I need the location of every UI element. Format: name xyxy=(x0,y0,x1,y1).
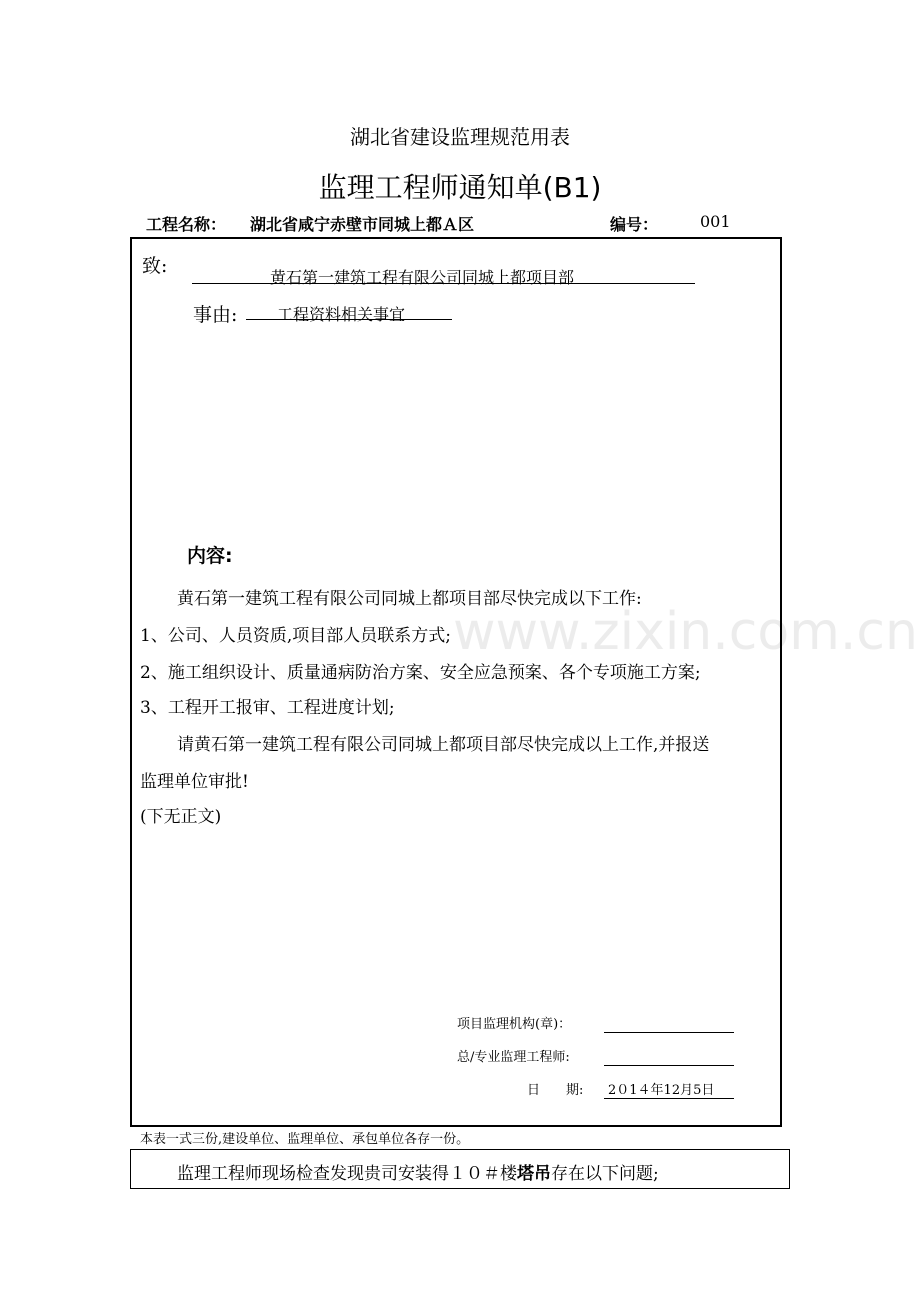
second-form-text-after: 存在以下问题; xyxy=(551,1164,659,1184)
date-value: 2０1４年12月5日 xyxy=(608,1083,715,1098)
second-form-text-bold: 塔吊 xyxy=(517,1164,551,1184)
content-line: 1、公司、人员资质,项目部人员联系方式; xyxy=(140,626,451,646)
recipient-name: 黄石第一建筑工程有限公司同城上都项目部 xyxy=(270,268,575,287)
content-line: 监理单位审批! xyxy=(140,772,249,792)
date-line xyxy=(604,1098,734,1099)
reason-label: 事由: xyxy=(193,304,238,326)
form-subtitle: 湖北省建设监理规范用表 xyxy=(350,125,570,149)
second-form-text xyxy=(177,1159,659,1184)
content-line: 2、施工组织设计、质量通病防治方案、安全应急预案、各个专项施工方案; xyxy=(140,663,701,683)
to-label: 致: xyxy=(142,255,168,277)
engineer-label: 总/专业监理工程师: xyxy=(457,1050,570,1065)
footnote: 本表一式三份,建设单位、监理单位、承包单位各存一份。 xyxy=(140,1132,470,1147)
second-form-text-before: 监理工程师现场检查发现贵司安装得１０＃楼 xyxy=(177,1164,517,1184)
content-line: (下无正文) xyxy=(140,807,222,827)
date-label: 日 期: xyxy=(527,1083,584,1098)
recipient-underline xyxy=(192,283,695,284)
number-value: 001 xyxy=(700,212,731,231)
engineer-line xyxy=(604,1065,734,1066)
content-heading: 内容: xyxy=(187,545,233,567)
project-name-label: 工程名称： xyxy=(146,215,227,234)
watermark: www.zixin.com.cn xyxy=(453,602,918,662)
content-line: 黄石第一建筑工程有限公司同城上都项目部尽快完成以下工作: xyxy=(177,589,642,609)
content-line: 请黄石第一建筑工程有限公司同城上都项目部尽快完成以上工作,并报送 xyxy=(177,735,710,755)
content-line: 3、工程开工报审、工程进度计划; xyxy=(140,698,395,718)
form-title: 监理工程师通知单(B1) xyxy=(318,171,602,204)
reason-value: 工程资料相关事宜 xyxy=(277,305,406,324)
number-label: 编号： xyxy=(610,215,659,234)
org-seal-line xyxy=(604,1032,734,1033)
project-name-value: 湖北省咸宁赤壁市同城上都Ａ区 xyxy=(250,215,475,234)
reason-underline xyxy=(246,319,452,320)
org-seal-label: 项目监理机构(章)： xyxy=(457,1017,572,1032)
